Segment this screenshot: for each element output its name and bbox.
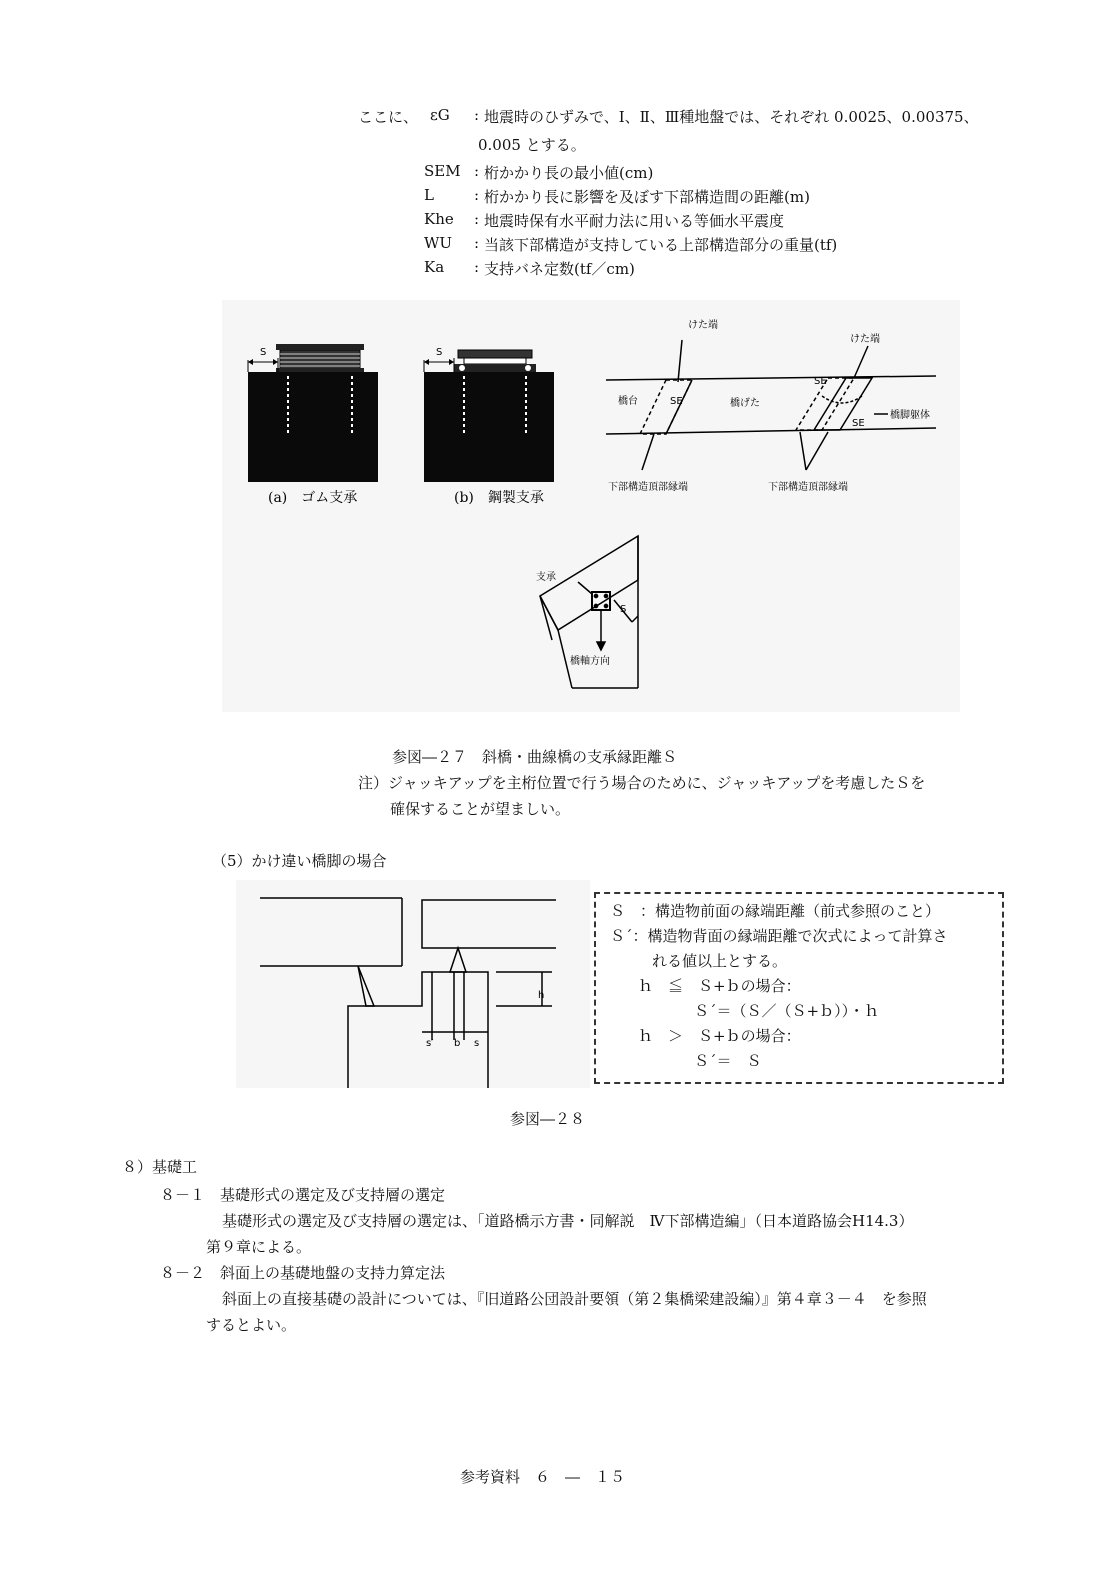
label-keta-tan-1: けた端 [688, 320, 718, 331]
label-kyokyaku: 橋脚躯体 [890, 410, 930, 421]
section-5-heading: （5）かけ違い橋脚の場合 [212, 852, 387, 870]
figure-27-drawing [222, 300, 960, 712]
skew-bridge-plan [606, 340, 936, 470]
label-kabu-1: 下部構造頂部縁端 [608, 482, 688, 493]
def-separator: : [474, 106, 480, 124]
caption-b: (b) 鋼製支承 [454, 490, 544, 506]
label-kabu-2: 下部構造頂部縁端 [768, 482, 848, 493]
def-symbol: L [424, 186, 434, 204]
section-8-1-line2: 第９章による。 [206, 1238, 312, 1256]
figure-28-diagram [236, 880, 590, 1088]
def-symbol: SEM [424, 162, 461, 180]
def-separator: : [474, 234, 480, 252]
def-text: 地震時のひずみで、Ⅰ、Ⅱ、Ⅲ種地盤では、それぞれ 0.0025、0.00375、 [484, 108, 979, 126]
caption-a: (a) ゴム支承 [268, 490, 358, 506]
label-shisho: 支承 [536, 572, 556, 583]
label-keta-tan-2: けた端 [850, 334, 880, 345]
label-s-b: S [436, 347, 443, 358]
label-kyojiku: 橋軸方向 [570, 656, 610, 667]
formula-line: れる値以上とする。 [652, 952, 788, 970]
label-s-prime: s′ [426, 1038, 434, 1049]
label-se-1: SE [670, 396, 683, 407]
label-kyogeta: 橋げた [730, 398, 760, 409]
figure-27-note-line2: 確保することが望ましい。 [390, 800, 571, 818]
definitions-intro: ここに、 [358, 108, 419, 126]
label-b: b [454, 1038, 461, 1049]
def-text: 桁かかり長の最小値(cm) [484, 164, 654, 182]
steel-bearing-diagram [424, 350, 554, 482]
rubber-bearing-diagram [248, 344, 378, 482]
figure-27 [222, 300, 960, 712]
label-s-a: S [260, 347, 267, 358]
def-separator: : [474, 258, 480, 276]
section-8-2-line2: するとよい。 [206, 1316, 297, 1334]
label-se-2: SE [814, 376, 827, 387]
def-text: 地震時保有水平耐力法に用いる等価水平震度 [484, 212, 785, 230]
section-8-1-title: ８－１ 基礎形式の選定及び支持層の選定 [160, 1186, 446, 1204]
def-text: 当該下部構造が支持している上部構造部分の重量(tf) [484, 236, 838, 254]
section-8-1-line1: 基礎形式の選定及び支持層の選定は、「道路橋示方書・同解説 Ⅳ下部構造編」（日本道路協会H14.3） [222, 1212, 914, 1230]
label-kyodai: 橋台 [618, 396, 638, 407]
def-symbol: WU [424, 234, 453, 252]
section-8-2-line1: 斜面上の直接基礎の設計については、『旧道路公団設計要領（第２集橋梁建設編）』第４章３－４ を参照 [222, 1290, 927, 1308]
label-s-pier: S [620, 604, 627, 615]
label-se-3: SE [852, 418, 865, 429]
label-s-28: s [474, 1038, 480, 1049]
formula-box [594, 892, 1004, 1084]
def-symbol: εG [430, 106, 450, 124]
def-separator: : [474, 186, 480, 204]
formula-line: Ｓ´＝（Ｓ／（Ｓ+ｂ））・ｈ [694, 1002, 880, 1020]
def-separator: : [474, 210, 480, 228]
formula-line: Ｓ ：構造物前面の縁端距離（前式参照のこと） [610, 902, 941, 920]
section-8-2-title: ８－２ 斜面上の基礎地盤の支持力算定法 [160, 1264, 446, 1282]
figure-28-caption: 参図―２８ [510, 1110, 586, 1128]
figure-27-note-line1: 注）ジャッキアップを主桁位置で行う場合のために、ジャッキアップを考慮したＳを [358, 774, 926, 792]
figure-27-caption: 参図―２７ 斜橋・曲線橋の支承縁距離Ｓ [392, 748, 678, 766]
def-separator: : [474, 162, 480, 180]
formula-line: ｈ ＞ Ｓ+ｂの場合： [638, 1027, 801, 1045]
formula-line: Ｓ´＝ Ｓ [694, 1052, 762, 1070]
formula-line: ｈ ≦ Ｓ+ｂの場合： [638, 977, 801, 995]
def-symbol: Khe [424, 210, 454, 228]
page-footer: 参考資料 ６ ― １５ [460, 1468, 626, 1486]
def-text: 0.005 とする。 [478, 136, 586, 154]
def-text: 支持バネ定数(tf／cm) [484, 260, 635, 278]
def-symbol: Ka [424, 258, 445, 276]
label-h: h [538, 990, 545, 1001]
section-8-heading: ８）基礎工 [122, 1158, 198, 1176]
figure-28-drawing [236, 880, 590, 1088]
definitions-block [358, 106, 1018, 286]
formula-line: Ｓ´：構造物背面の縁端距離で次式によって計算さ [610, 927, 948, 945]
def-text: 桁かかり長に影響を及ぼす下部構造間の距離(m) [484, 188, 810, 206]
